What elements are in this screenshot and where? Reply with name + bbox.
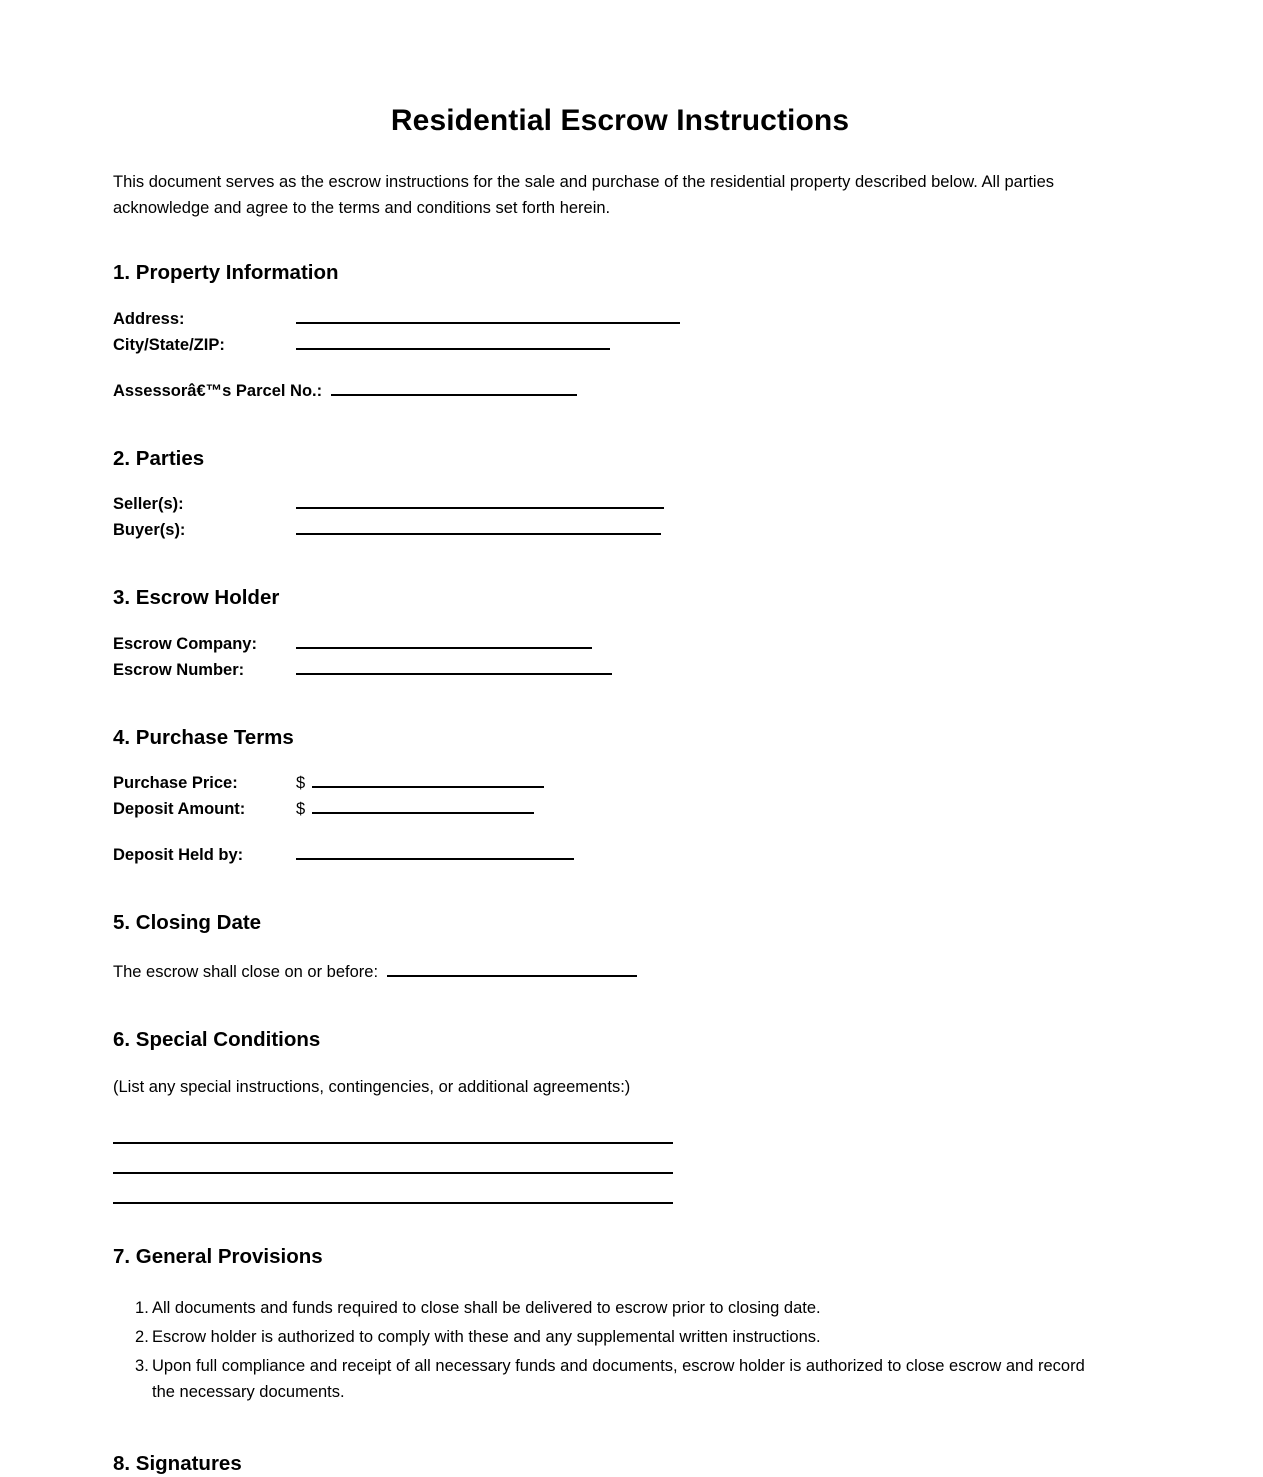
escrow-number-input-rule[interactable] bbox=[296, 659, 612, 675]
purchase-price-currency-symbol: $ bbox=[296, 774, 306, 793]
general-provisions-list bbox=[113, 1269, 1127, 1406]
sellers-label: Seller(s): bbox=[113, 495, 184, 514]
field-row-escrow-company bbox=[113, 633, 1127, 659]
buyers-input-rule[interactable] bbox=[296, 519, 661, 535]
deposit-held-by-label: Deposit Held by: bbox=[113, 846, 244, 865]
field-row-deposit-held-by bbox=[113, 844, 1127, 870]
property-fields bbox=[113, 286, 1127, 406]
buyers-label: Buyer(s): bbox=[113, 521, 186, 540]
field-row-escrow-number bbox=[113, 659, 1127, 685]
escrow-company-input-rule[interactable] bbox=[296, 633, 592, 649]
section-heading-general-provisions: 7. General Provisions bbox=[113, 1244, 323, 1268]
field-row-buyers bbox=[113, 519, 1127, 545]
purchase-price-label: Purchase Price: bbox=[113, 774, 238, 793]
deposit-held-by-input-rule[interactable] bbox=[296, 844, 574, 860]
special-conditions-line-2[interactable] bbox=[113, 1144, 673, 1174]
deposit-amount-input-rule[interactable] bbox=[312, 798, 534, 814]
field-row-address bbox=[113, 308, 1127, 334]
purchase-terms-fields bbox=[113, 750, 1127, 870]
assessors-parcel-no-input-rule[interactable] bbox=[331, 380, 577, 396]
section-heading-closing-date: 5. Closing Date bbox=[113, 911, 262, 935]
list-item: Upon full compliance and receipt of all necessary funds and documents, escrow holder is authorized to close escrow and record the necessary documents. bbox=[152, 1356, 1085, 1402]
deposit-amount-currency-symbol: $ bbox=[296, 800, 306, 819]
closing-date-row bbox=[113, 936, 1127, 987]
parties-fields bbox=[113, 471, 1127, 545]
section-heading-escrow-holder: 3. Escrow Holder bbox=[113, 586, 280, 610]
field-row-sellers bbox=[113, 493, 1127, 519]
document-content bbox=[113, 0, 1127, 1477]
field-row-deposit-amount bbox=[113, 798, 1127, 824]
field-row-purchase-price bbox=[113, 772, 1127, 798]
special-conditions-blank-lines bbox=[113, 1097, 1127, 1204]
purchase-price-input-rule[interactable] bbox=[312, 772, 544, 788]
city-state-zip-label: City/State/ZIP: bbox=[113, 335, 225, 354]
field-row-city-state-zip bbox=[113, 334, 1127, 360]
section-heading-parties: 2. Parties bbox=[113, 446, 205, 470]
assessors-parcel-no-label: Assessorâ€™s Parcel No.: bbox=[113, 381, 323, 400]
page-title: Residential Escrow Instructions bbox=[390, 104, 850, 137]
closing-date-lead-text: The escrow shall close on or before: bbox=[113, 962, 379, 981]
list-item: Escrow holder is authorized to comply with these and any supplemental written instructions. bbox=[152, 1327, 821, 1346]
special-conditions-line-3[interactable] bbox=[113, 1174, 673, 1204]
special-conditions-note: (List any special instructions, contingencies, or additional agreements:) bbox=[113, 1077, 631, 1096]
section-heading-signatures: 8. Signatures bbox=[113, 1451, 242, 1475]
escrow-holder-fields bbox=[113, 611, 1127, 685]
escrow-number-label: Escrow Number: bbox=[113, 660, 245, 679]
section-heading-special-conditions: 6. Special Conditions bbox=[113, 1027, 321, 1051]
list-item: All documents and funds required to close shall be delivered to escrow prior to closing date. bbox=[152, 1299, 821, 1318]
city-state-zip-input-rule[interactable] bbox=[296, 334, 610, 350]
section-heading-property-information: 1. Property Information bbox=[113, 260, 339, 284]
signatures-section bbox=[113, 1408, 1127, 1477]
escrow-company-label: Escrow Company: bbox=[113, 634, 257, 653]
special-conditions-line-1[interactable] bbox=[113, 1114, 673, 1144]
section-heading-purchase-terms: 4. Purchase Terms bbox=[113, 725, 294, 749]
closing-date-input-rule[interactable] bbox=[387, 961, 637, 977]
sellers-input-rule[interactable] bbox=[296, 493, 664, 509]
address-input-rule[interactable] bbox=[296, 308, 680, 324]
deposit-amount-label: Deposit Amount: bbox=[113, 800, 246, 819]
field-row-assessors-parcel-no bbox=[113, 360, 1127, 406]
address-label: Address: bbox=[113, 309, 185, 328]
intro-paragraph: This document serves as the escrow instructions for the sale and purchase of the residential property described below. All parties acknowledge and agree to the terms and conditions set forth herein. bbox=[113, 172, 1054, 218]
